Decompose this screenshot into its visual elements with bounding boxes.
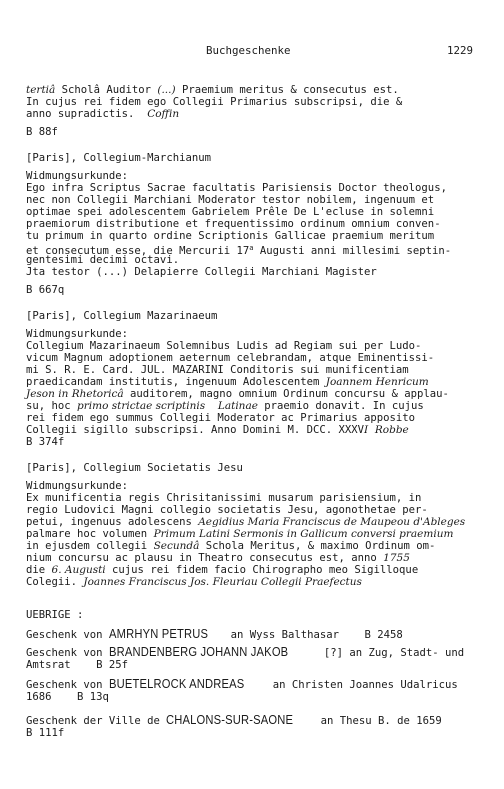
shelfmark: B 374f	[26, 436, 65, 448]
text-line: praemiorum distributione et frequentissimo ordinum omnium conven-	[26, 218, 441, 230]
text-line: Jeson in Rhetoricâ auditorem, magno omnium Ordinum concursu & applau-	[26, 388, 449, 400]
list-item-continuation: 1686 B 13q	[26, 691, 109, 703]
text-line: Colegii. Joannes Franciscus Jos. Fleuriau Collegii Praefectus	[26, 576, 362, 588]
text-line: optimae spei adolescentem Gabrielem Prêle De L'ecluse in solemni	[26, 206, 435, 218]
page-header-title: Buchgeschenke	[206, 44, 291, 57]
text-line: praedicandam institutis, ingenuum Adolescentem Joannem Henricum	[26, 376, 429, 388]
text-line: vicum Magnum adoptionem aeternum celebrandam, atque Eminentissi-	[26, 352, 435, 364]
list-item: Geschenk von BUETELROCK ANDREAS an Christen Joannes Udalricus	[26, 676, 458, 691]
text-line: anno supradictis. Coffin	[26, 108, 180, 120]
list-item-continuation: B 111f	[26, 727, 65, 739]
text-line: Collegii sigillo subscripsi. Anno Domini M. DCC. XXXVI Robbe	[26, 424, 409, 436]
donor-name: AMRHYN PETRUS	[108, 626, 209, 641]
text-line: Ego infra Scriptus Sacrae facultatis Parisiensis Doctor theologus,	[26, 182, 447, 194]
text-line: die 6. Augusti cujus rei fidem facio Chirographo meo Sigilloque	[26, 564, 419, 576]
shelfmark: B 88f	[26, 126, 58, 138]
entry-label: Widmungsurkunde:	[26, 170, 129, 182]
text-line: su, hoc primo strictae scriptinis Latinae praemio donavit. In cujus	[26, 400, 424, 412]
text-line: rei fidem ego summus Collegii Moderator ac Primarius apposito	[26, 412, 416, 424]
text-line: mi S. R. E. Card. JUL. MAZARINI Conditoris sui munificentiam	[26, 364, 409, 376]
text-line: gentesimi decimi octavi.	[26, 254, 180, 266]
entry-heading: [Paris], Collegium Mazarinaeum	[26, 310, 218, 322]
list-item: Geschenk von AMRHYN PETRUS an Wyss Balthasar B 2458	[26, 626, 403, 641]
entry-heading: [Paris], Collegium-Marchianum	[26, 152, 211, 164]
page-number: 1229	[447, 44, 474, 57]
list-item: Geschenk von BRANDENBERG JOHANN JAKOB [?] an Zug, Stadt- und	[26, 644, 465, 659]
shelfmark: B 667q	[26, 284, 65, 296]
text-line: palmare hoc volumen Primum Latini Sermonis in Gallicum conversi praemium	[26, 528, 454, 540]
text-line: Ex munificentia regis Chrisitanissimi musarum parisiensium, in	[26, 492, 422, 504]
donor-name: CHALONS-SUR-SAONE	[166, 712, 294, 727]
text-line: In cujus rei fidem ego Collegii Primarius subscripsi, die &	[26, 96, 403, 108]
text-line: regio Ludovici Magni collegio societatis Jesu, agonothetae per-	[26, 504, 428, 516]
section-heading: UEBRIGE :	[26, 609, 84, 621]
entry-label: Widmungsurkunde:	[26, 480, 129, 492]
list-item-continuation: Amtsrat B 25f	[26, 659, 129, 671]
signature: Coffin	[147, 108, 180, 120]
text-line: petui, ingenuus adolescens Aegidius Maria Franciscus de Maupeou d'Ableges	[26, 516, 466, 528]
text-line: nec non Collegii Marchiani Moderator testor nobilem, ingenuum et	[26, 194, 435, 206]
text-line: Jta testor (...) Delapierre Collegii Marchiani Magister	[26, 266, 377, 278]
entry-label: Widmungsurkunde:	[26, 328, 129, 340]
text-line: et consecutum esse, die Mercurii 17$^a$ Augusti anni millesimi septin-	[26, 244, 452, 257]
text-line: in ejusdem collegii Secundâ Schola Meritus, & maximo Ordinum om-	[26, 540, 436, 552]
text-line: Collegium Mazarinaeum Solemnibus Ludis ad Regiam sui per Ludo-	[26, 340, 422, 352]
text-line: tu primum in quarto ordine Scriptionis Gallicae praemium meritum	[26, 230, 435, 242]
text-line: tertiâ Scholâ Auditor (...) Praemium meritus & consecutus est.	[26, 84, 399, 96]
donor-name: BUETELROCK ANDREAS	[108, 676, 245, 691]
entry-heading: [Paris], Collegium Societatis Jesu	[26, 462, 243, 474]
donor-name: BRANDENBERG JOHANN JAKOB	[108, 644, 289, 659]
text-line: nium concursu ac plausu in Theatro consecutus est, anno 1755	[26, 552, 410, 564]
list-item: Geschenk der Ville de CHALONS-SUR-SAONE an Thesu B. de 1659	[26, 712, 442, 727]
